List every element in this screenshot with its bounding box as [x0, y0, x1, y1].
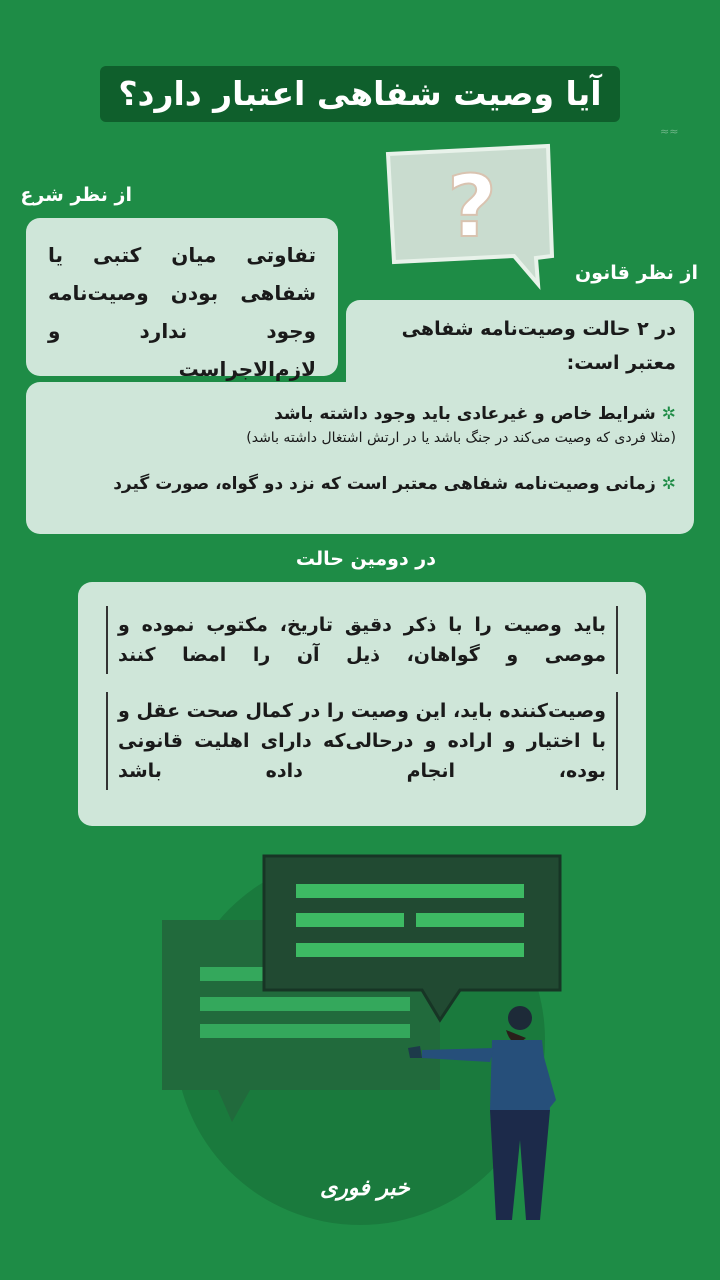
- sharia-card: [26, 218, 338, 381]
- page-title: آیا وصیت شفاهی اعتبار دارد؟: [100, 66, 619, 122]
- second-paragraph-1: باید وصیت را با ذکر دقیق تاریخ، مکتوب نموده و موصی و گواهان، ذیل آن را امضا کنند: [106, 606, 618, 674]
- second-paragraph-2: وصیت‌کننده باید، این وصیت را در کمال صحت عقل و با اختیار و اراده و درحالی‌که دارای اهلیت قانونی بوده، انجام داده باشد: [106, 692, 618, 790]
- title-wrap: [0, 66, 720, 122]
- condition-item: [44, 404, 676, 446]
- condition-note: (مثلا فردی که وصیت می‌کند در جنگ باشد یا در ارتش اشتغال داشته باشد): [246, 430, 676, 446]
- sharia-text: تفاوتی میان کتبی یا شفاهی بودن وصیت‌نامه وجود ندارد و لازم‌الاجراست: [48, 243, 316, 381]
- svg-text:?: ?: [447, 157, 497, 257]
- law-intro: در ۲ حالت وصیت‌نامه شفاهی معتبر است:: [401, 318, 676, 374]
- question-bubble-icon: [376, 140, 560, 290]
- second-heading: در دومین حالت: [295, 548, 436, 570]
- brand-logo: خبر فوری: [320, 1176, 410, 1201]
- watermark: ≈≈: [660, 125, 679, 138]
- law-heading: از نظر قانون: [575, 262, 698, 284]
- condition-text: شرایط خاص و غیرعادی باید وجود داشته باشد: [274, 404, 656, 424]
- condition-item: [44, 474, 676, 494]
- asterisk-icon: ✲: [661, 474, 676, 494]
- condition-text: زمانی وصیت‌نامه شفاهی معتبر است که نزد دو گواه، صورت گیرد: [113, 474, 656, 494]
- sharia-heading: از نظر شرع: [20, 184, 132, 206]
- second-card: [78, 582, 646, 826]
- asterisk-icon: ✲: [661, 404, 676, 424]
- law-card: [26, 382, 694, 534]
